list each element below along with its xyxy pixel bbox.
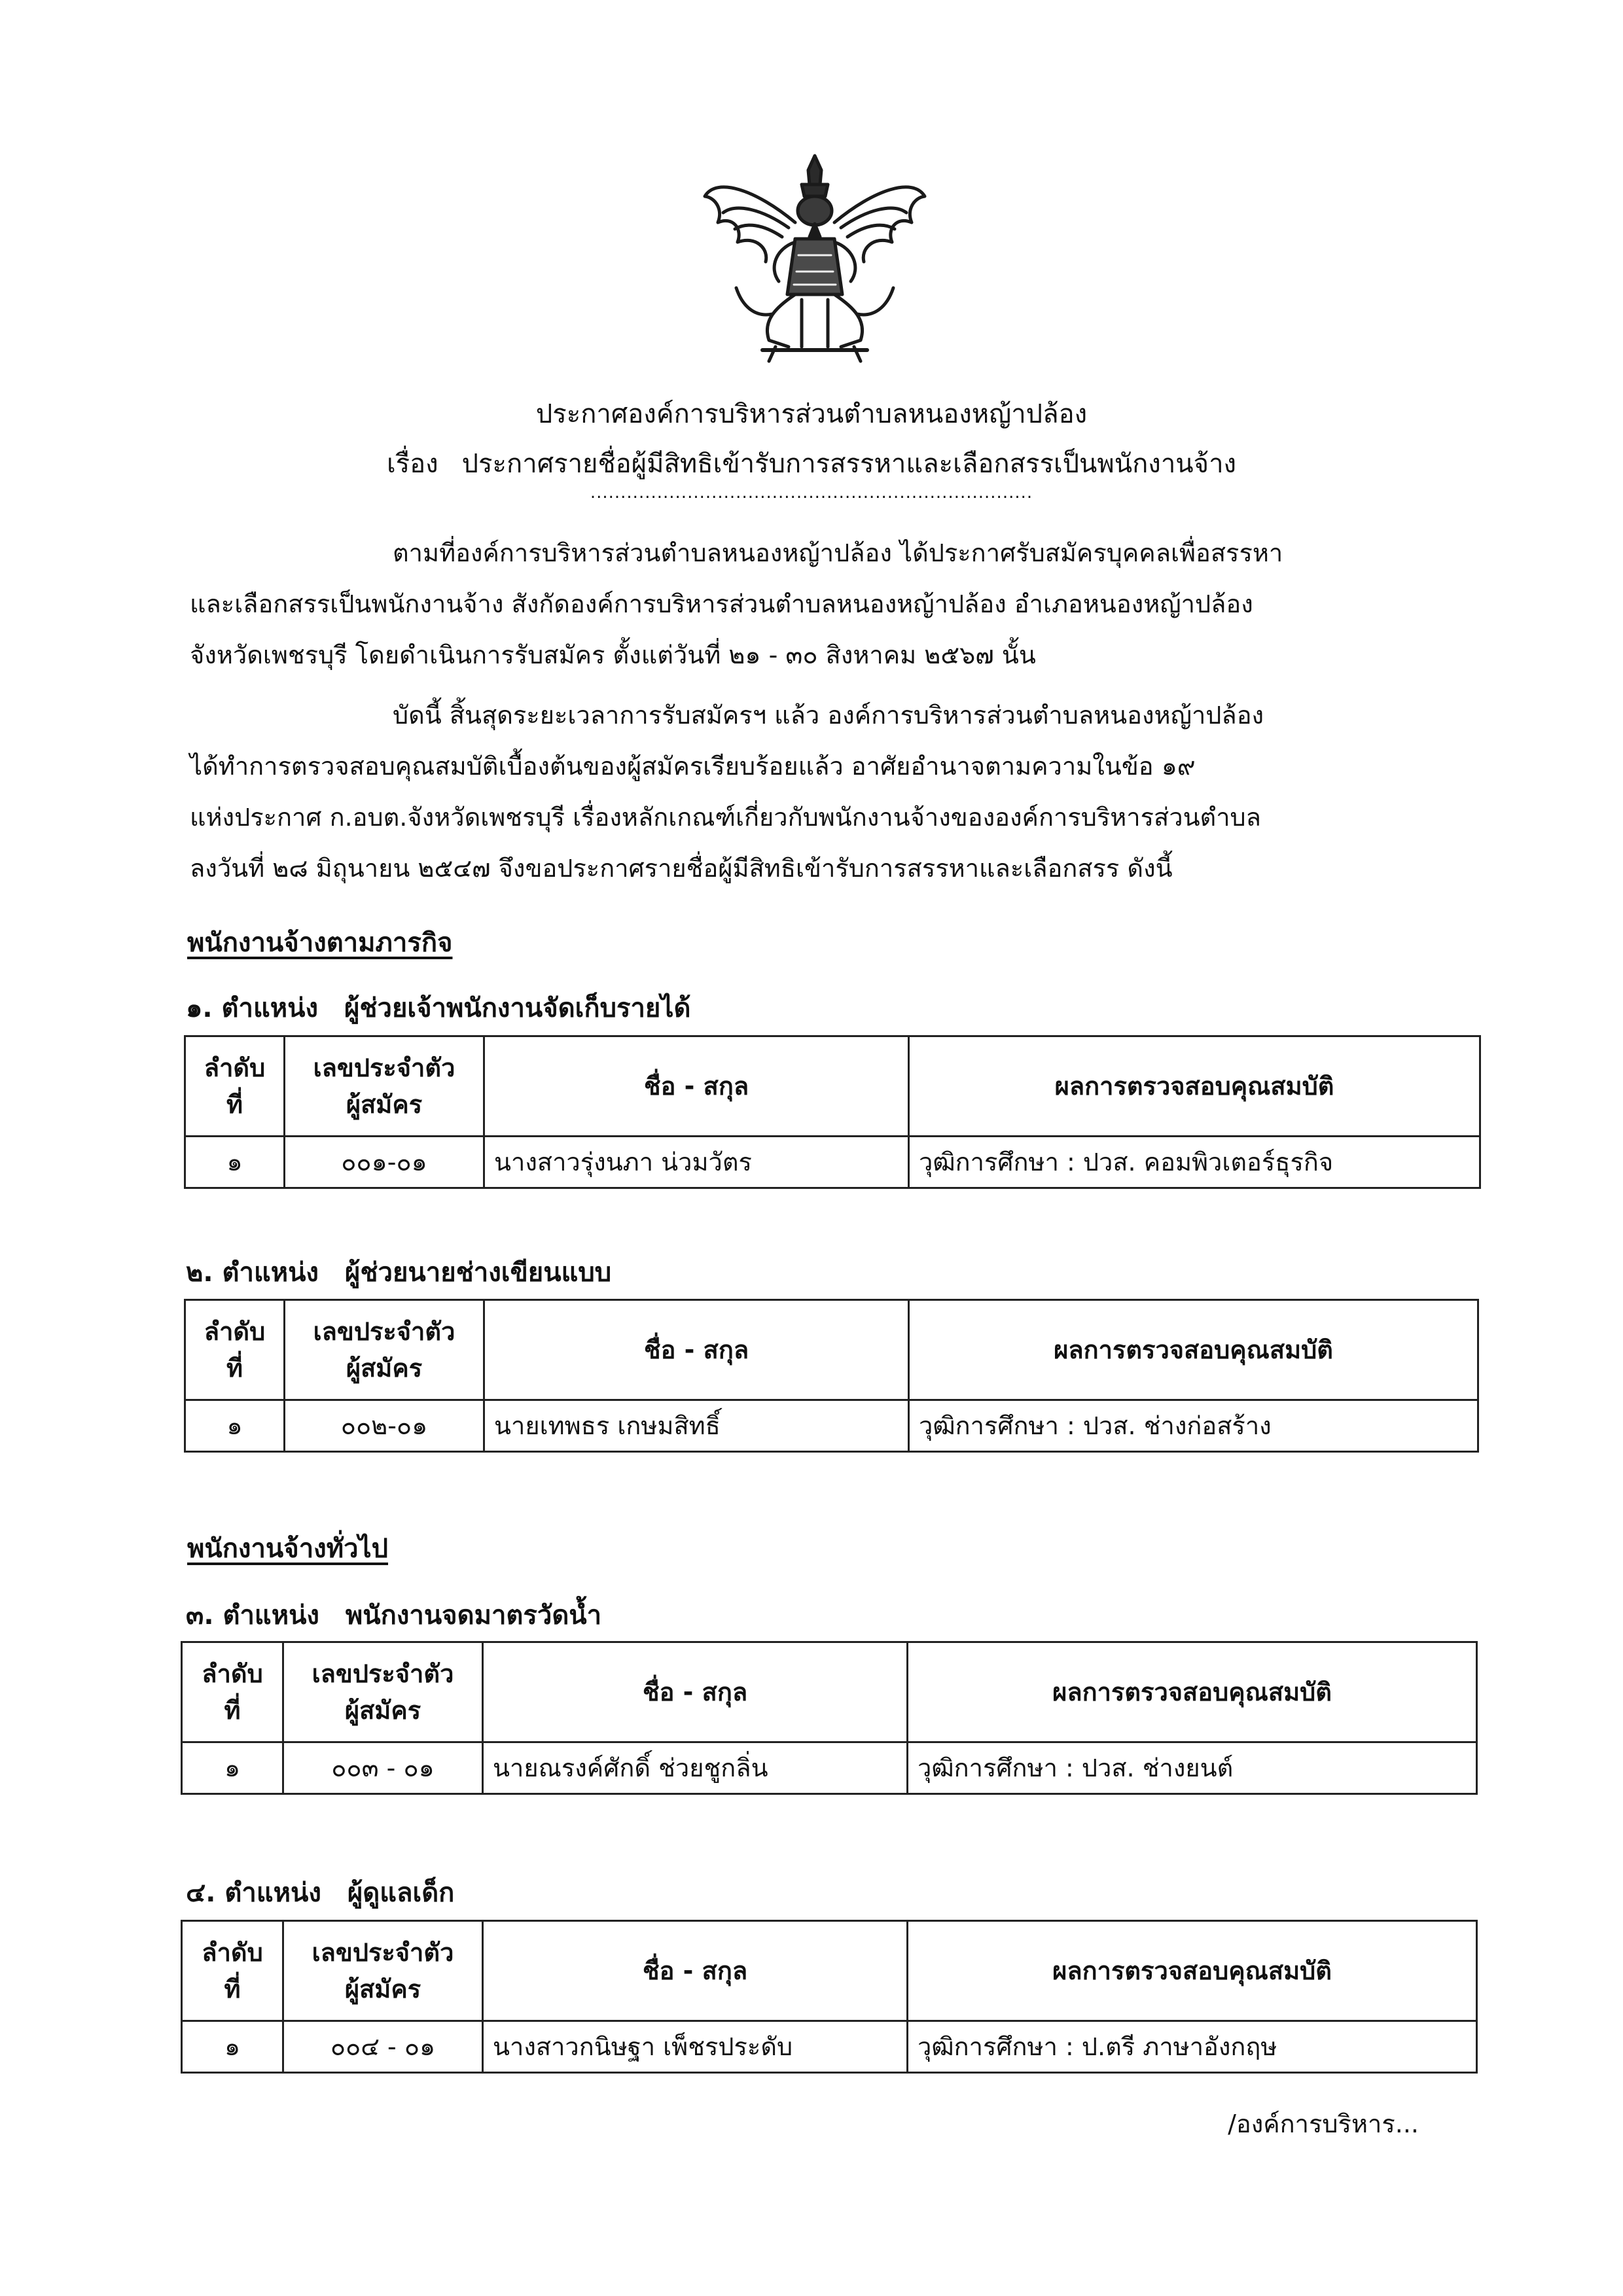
cell-name: นายเทพธร เกษมสิทธิ์ [484,1400,909,1452]
position-title: พนักงานจดมาตรวัดน้ำ [345,1600,602,1631]
announcement-subject [0,442,1623,484]
column-header-result: ผลการตรวจสอบคุณสมบัติ [908,1642,1477,1742]
continuation-note: /องค์การบริหาร... [1228,2110,1419,2138]
garuda-emblem-icon [697,150,933,366]
paragraph-line: ลงวันที่ ๒๘ มิถุนายน ๒๕๔๗ จึงขอประกาศรายชื่อผู้มีสิทธิเข้ารับการสรรหาและเลือกสรร ดังนี้ [190,854,1173,883]
column-header-name: ชื่อ - สกุล [483,1642,908,1742]
applicants-table [184,1299,1479,1453]
column-header-order: ลำดับ ที่ [182,1642,283,1742]
position-label: ตำแหน่ง [223,1600,319,1631]
position-heading [186,1871,454,1913]
paragraph-line: แห่งประกาศ ก.อบต.จังหวัดเพชรบุรี เรื่องหลักเกณฑ์เกี่ยวกับพนักงานจ้างขององค์การบริหารส่วนตำบล [190,803,1261,832]
cell-applicant-id: ๐๐๒-๐๑ [285,1400,484,1452]
cell-result: วุฒิการศึกษา : ปวส. ช่างยนต์ [908,1742,1477,1794]
column-header-applicant-id: เลขประจำตัว ผู้สมัคร [283,1921,483,2021]
subject-label: เรื่อง [386,449,438,479]
applicants-table [181,1920,1478,2074]
paragraph-2 [190,690,1427,894]
table-header-row [182,1642,1477,1742]
position-number: ๔. [186,1878,216,1908]
position-number: ๓. [186,1600,214,1631]
column-header-order: ลำดับ ที่ [185,1300,285,1400]
position-label: ตำแหน่ง [221,993,318,1023]
column-header-name: ชื่อ - สกุล [484,1300,909,1400]
applicants-table [184,1035,1481,1189]
applicants-table [181,1641,1478,1795]
subject-text: ประกาศรายชื่อผู้มีสิทธิเข้ารับการสรรหาและเลือกสรรเป็นพนักงานจ้าง [461,449,1237,479]
column-header-applicant-id: เลขประจำตัว ผู้สมัคร [285,1036,484,1137]
column-header-order: ลำดับ ที่ [182,1921,283,2021]
cell-order: ๑ [182,1742,283,1794]
table-row [182,2021,1477,2073]
cell-applicant-id: ๐๐๑-๐๑ [285,1137,484,1188]
table-row [185,1400,1478,1452]
table-row [185,1137,1480,1188]
position-title: ผู้ช่วยเจ้าพนักงานจัดเก็บรายได้ [344,993,691,1023]
cell-order: ๑ [185,1137,285,1188]
announcement-title: ประกาศองค์การบริหารส่วนตำบลหนองหญ้าปล้อง [535,399,1088,429]
column-header-result: ผลการตรวจสอบคุณสมบัติ [908,1921,1477,2021]
paragraph-line: บัดนี้ สิ้นสุดระยะเวลาการรับสมัครฯ แล้ว องค์การบริหารส่วนตำบลหนองหญ้าปล้อง [393,701,1264,730]
cell-order: ๑ [185,1400,285,1452]
paragraph-line: ได้ทำการตรวจสอบคุณสมบัติเบื้องต้นของผู้สมัครเรียบร้อยแล้ว อาศัยอำนาจตามความในข้อ ๑๙ [190,752,1196,781]
position-number: ๒. [186,1258,213,1288]
column-header-result: ผลการตรวจสอบคุณสมบัติ [909,1036,1480,1137]
column-header-result: ผลการตรวจสอบคุณสมบัติ [909,1300,1478,1400]
cell-applicant-id: ๐๐๓ - ๐๑ [283,1742,483,1794]
cell-name: นายณรงค์ศักดิ์ ช่วยชูกลิ่น [483,1742,908,1794]
position-heading [186,1251,611,1293]
column-header-name: ชื่อ - สกุล [483,1921,908,2021]
paragraph-1 [190,527,1427,680]
position-heading [186,1594,601,1636]
cell-result: วุฒิการศึกษา : ป.ตรี ภาษาอังกฤษ [908,2021,1477,2073]
column-header-applicant-id: เลขประจำตัว ผู้สมัคร [285,1300,484,1400]
paragraph-line: จังหวัดเพชรบุรี โดยดำเนินการรับสมัคร ตั้งแต่วันที่ ๒๑ - ๓๐ สิงหาคม ๒๕๖๗ นั้น [190,641,1036,669]
cell-applicant-id: ๐๐๔ - ๐๑ [283,2021,483,2073]
cell-order: ๑ [182,2021,283,2073]
cell-result: วุฒิการศึกษา : ปวส. คอมพิวเตอร์ธุรกิจ [909,1137,1480,1188]
section-heading-mission-employees: พนักงานจ้างตามภารกิจ [187,928,453,958]
position-label: ตำแหน่ง [222,1258,319,1288]
cell-name: นางสาวรุ่งนภา น่วมวัตร [484,1137,909,1188]
table-header-row [182,1921,1477,2021]
paragraph-line: ตามที่องค์การบริหารส่วนตำบลหนองหญ้าปล้อง ได้ประกาศรับสมัครบุคคลเพื่อสรรหา [393,539,1283,567]
table-header-row [185,1300,1478,1400]
column-header-order: ลำดับ ที่ [185,1036,285,1137]
section-heading-general-employees: พนักงานจ้างทั่วไป [187,1534,389,1564]
cell-name: นางสาวกนิษฐา เพ็ชรประดับ [483,2021,908,2073]
position-label: ตำแหน่ง [224,1878,321,1908]
cell-result: วุฒิการศึกษา : ปวส. ช่างก่อสร้าง [909,1400,1478,1452]
table-header-row [185,1036,1480,1137]
position-title: ผู้ช่วยนายช่างเขียนแบบ [344,1258,612,1288]
table-row [182,1742,1477,1794]
paragraph-line: และเลือกสรรเป็นพนักงานจ้าง สังกัดองค์การบริหารส่วนตำบลหนองหญ้าปล้อง อำเภอหนองหญ้าปล้อง [190,590,1253,618]
dotted-separator: ......................................................................... [590,483,1033,503]
column-header-applicant-id: เลขประจำตัว ผู้สมัคร [283,1642,483,1742]
position-heading [186,987,690,1029]
position-title: ผู้ดูแลเด็ก [347,1878,455,1908]
position-number: ๑. [186,993,213,1023]
column-header-name: ชื่อ - สกุล [484,1036,909,1137]
